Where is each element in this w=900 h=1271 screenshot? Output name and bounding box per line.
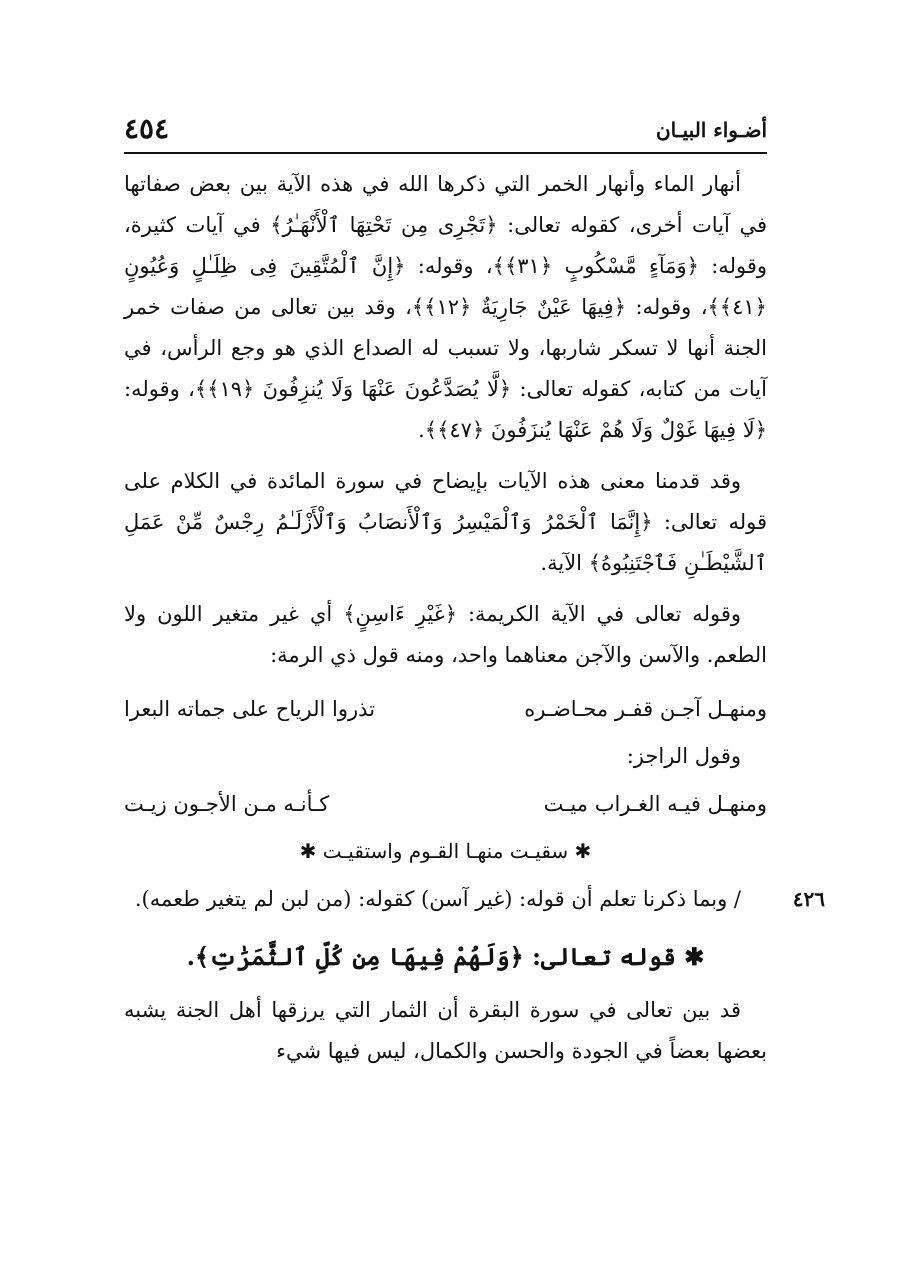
rajaz-intro: وقول الراجز: <box>626 744 741 768</box>
book-page <box>124 112 825 1082</box>
paragraph-3: وقوله تعالى في الآية الكريمة: ﴿غَيْرِ ءَاسِنٍ﴾ أي غير متغير اللون ولا الطعم. والآسن والآجن معناهما واحد، ومنه قول ذي الرمة: <box>124 602 767 667</box>
paragraph-1: أنهار الماء وأنهار الخمر التي ذكرها الله في هذه الآية بين بعض صفاتها في آيات أخرى، كقوله تعالى: ﴿تَجْرِى مِن تَحْتِهَا ٱلْأَنْهَـٰرُ﴾ في آيات كثيرة، وقوله: ﴿وَمَآءٍ مَّسْكُوبٍ ﴿٣١﴾﴾، وقوله: ﴿إِنَّ ٱلْمُتَّقِينَ فِى ظِلَـٰلٍ وَعُيُونٍ ﴿٤١﴾﴾، وقوله: ﴿فِيهَا عَيْنٌ جَارِيَةٌ ﴿١٢﴾﴾، وقد بين تعالى من صفات خمر الجنة أنها لا تسكر شاربها، ولا تسبب له الصداع الذي هو وجع الرأس، في آيات من كتابه، كقوله تعالى: ﴿لَّا يُصَدَّعُونَ عَنْهَا وَلَا يُنزِفُونَ ﴿١٩﴾﴾، وقوله: ﴿لَا فِيهَا غَوْلٌ وَلَا هُمْ عَنْهَا يُنزَفُونَ ﴿٤٧﴾﴾. <box>124 172 767 442</box>
poetry-verse-3: ✱ سقيـت منهـا القـوم واستقيـت ✱ <box>299 839 592 863</box>
poetry-verse-1 <box>124 686 767 732</box>
verse-2-first-hemistich: ومنهـل فيـه الغـراب ميـت <box>543 792 767 816</box>
verse-2-second-hemistich: كـأنـه مـن الأجـون زيـت <box>124 792 330 816</box>
margin-page-reference: ٤٢٦ <box>792 887 825 911</box>
paragraph-2: وقد قدمنا معنى هذه الآيات بإيضاح في سورة المائدة في الكلام على قوله تعالى: ﴿إِنَّمَا ٱلْخَمْرُ وَٱلْمَيْسِرُ وَٱلْأَنصَابُ وَٱلْأَزْلَـٰمُ رِجْسٌ مِّنْ عَمَلِ ٱلشَّيْطَـٰنِ فَٱجْتَنِبُوهُ﴾ الآية. <box>124 469 767 575</box>
running-title: أضـواء البيـان <box>655 118 767 142</box>
page-header <box>124 112 767 154</box>
section-heading: ✱ قوله تعالى: ﴿وَلَهُمْ فِيهَا مِن كُلِّ ٱلثَّمَرَٰتِ﴾. <box>186 942 705 971</box>
page-body <box>124 164 825 1072</box>
verse-1-first-hemistich: ومنهـل آجـن قفـر محـاضـره <box>524 697 767 721</box>
paragraph-4: / وبما ذكرنا تعلم أن قوله: (غير آسن) كقوله: (من لبن لم يتغير طعمه). <box>134 887 741 911</box>
page-number: ٤٥٤ <box>124 112 170 145</box>
margin-paragraph-block <box>124 879 825 920</box>
paragraph-5: قد بين تعالى في سورة البقرة أن الثمار التي يرزقها أهل الجنة يشبه بعضها بعضاً في الجودة والحسن والكمال، ليس فيها شيء <box>124 998 767 1063</box>
verse-1-second-hemistich: تذروا الرياح على جماته البعرا <box>124 697 376 721</box>
poetry-verse-2 <box>124 781 767 827</box>
